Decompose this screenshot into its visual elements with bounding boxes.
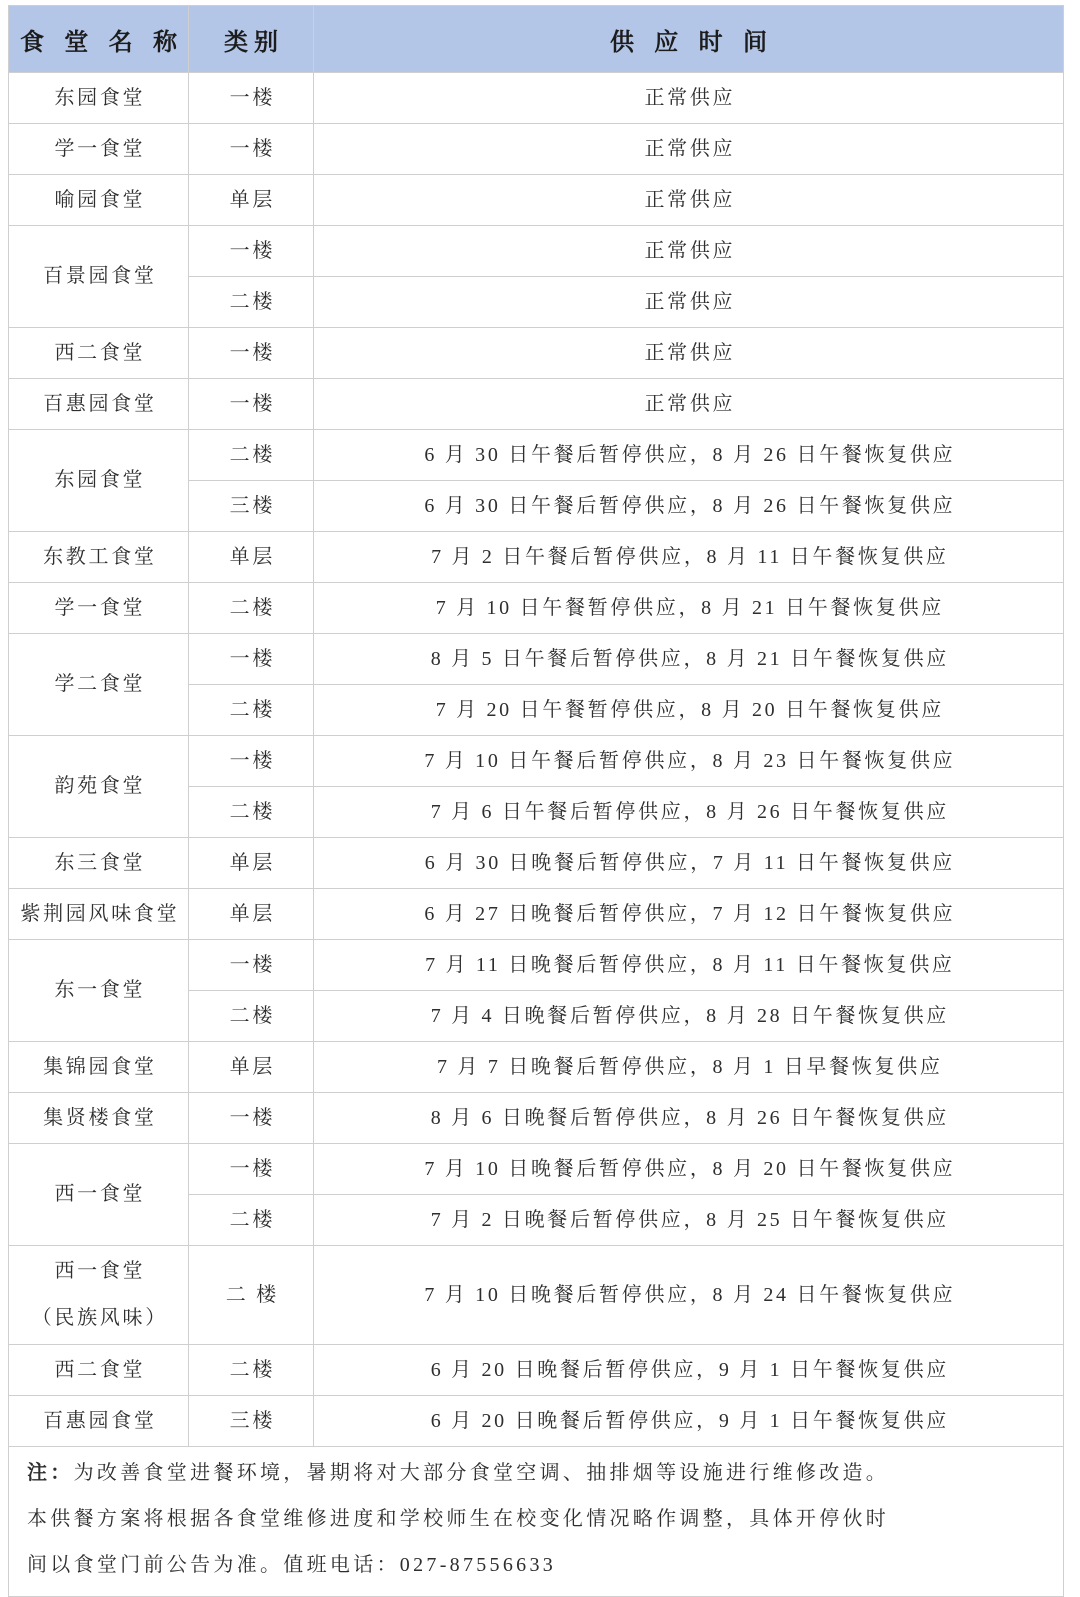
canteen-name: 集贤楼食堂 [43,1106,157,1129]
canteen-name-cell [9,583,189,634]
floor-cell: 二楼 [189,991,314,1042]
supply-time-cell: 6 月 20 日晚餐后暂停供应，9 月 1 日午餐恢复供应 [314,1345,1064,1396]
supply-time-cell: 正常供应 [314,328,1064,379]
canteen-name: 学一食堂 [54,596,146,619]
note-text-1: 为改善食堂进餐环境，暑期将对大部分食堂空调、抽排烟等设施进行维修改造。 [73,1462,890,1484]
table-row [9,634,1064,685]
table-row [9,889,1064,940]
canteen-name-cell [9,328,189,379]
canteen-name: 百惠园食堂 [43,1409,157,1432]
table-row [9,838,1064,889]
supply-time-cell: 7 月 11 日晚餐后暂停供应，8 月 11 日午餐恢复供应 [314,940,1064,991]
note-line-3: 间以食堂门前公告为准。值班电话：027-87556633 [27,1554,557,1576]
table-row [9,124,1064,175]
table-row [9,1042,1064,1093]
canteen-name: 东园食堂 [54,469,146,491]
canteen-name-cell [9,1093,189,1144]
note-row [9,1447,1064,1597]
floor-cell: 一楼 [189,736,314,787]
canteen-name: 韵苑食堂 [54,775,146,797]
canteen-name-cell [9,532,189,583]
supply-time-cell: 6 月 30 日午餐后暂停供应，8 月 26 日午餐恢复供应 [314,430,1064,481]
header-canteen-name: 食 堂 名 称 [9,6,189,73]
supply-time-cell: 7 月 7 日晚餐后暂停供应，8 月 1 日早餐恢复供应 [314,1042,1064,1093]
table-row [9,328,1064,379]
canteen-name-cell [9,226,189,328]
floor-cell: 二楼 [189,277,314,328]
floor-cell: 一楼 [189,1144,314,1195]
supply-time-cell: 6 月 30 日午餐后暂停供应，8 月 26 日午餐恢复供应 [314,481,1064,532]
canteen-name: 学二食堂 [54,673,146,695]
floor-cell: 二 楼 [189,1246,314,1345]
header-row [9,6,1064,73]
canteen-name-cell [9,1345,189,1396]
floor-cell: 二楼 [189,685,314,736]
supply-time-cell: 正常供应 [314,379,1064,430]
table-row [9,532,1064,583]
canteen-name-cell [9,889,189,940]
floor-cell: 一楼 [189,634,314,685]
floor-cell: 单层 [189,1042,314,1093]
canteen-name: （民族风味） [31,1307,168,1329]
supply-time-cell: 7 月 20 日午餐暂停供应，8 月 20 日午餐恢复供应 [314,685,1064,736]
canteen-name-cell [9,736,189,838]
floor-cell: 一楼 [189,379,314,430]
canteen-name-cell [9,940,189,1042]
supply-time-cell: 8 月 6 日晚餐后暂停供应，8 月 26 日午餐恢复供应 [314,1093,1064,1144]
floor-cell: 单层 [189,889,314,940]
canteen-name-cell [9,1246,189,1345]
supply-time-cell: 7 月 2 日午餐后暂停供应，8 月 11 日午餐恢复供应 [314,532,1064,583]
floor-cell: 一楼 [189,226,314,277]
floor-cell: 二楼 [189,1195,314,1246]
supply-time-cell: 7 月 10 日晚餐后暂停供应，8 月 24 日午餐恢复供应 [314,1246,1064,1345]
supply-time-cell: 7 月 6 日午餐后暂停供应，8 月 26 日午餐恢复供应 [314,787,1064,838]
table-row [9,175,1064,226]
canteen-name-cell [9,124,189,175]
floor-cell: 二楼 [189,787,314,838]
canteen-name: 东一食堂 [54,979,146,1001]
table-row [9,430,1064,481]
table-row [9,1396,1064,1447]
floor-cell: 一楼 [189,73,314,124]
supply-time-cell: 正常供应 [314,73,1064,124]
header-supply-time: 供 应 时 间 [314,6,1064,73]
note-cell [9,1447,1064,1597]
canteen-name: 集锦园食堂 [43,1055,157,1078]
canteen-name-cell [9,73,189,124]
canteen-name-cell [9,1396,189,1447]
supply-time-cell: 6 月 20 日晚餐后暂停供应，9 月 1 日午餐恢复供应 [314,1396,1064,1447]
supply-time-cell: 6 月 27 日晚餐后暂停供应，7 月 12 日午餐恢复供应 [314,889,1064,940]
table-row [9,379,1064,430]
supply-time-cell: 8 月 5 日午餐后暂停供应，8 月 21 日午餐恢复供应 [314,634,1064,685]
canteen-name: 喻园食堂 [54,188,146,211]
canteen-name-cell [9,379,189,430]
table-row [9,1093,1064,1144]
canteen-name-cell [9,1042,189,1093]
floor-cell: 一楼 [189,124,314,175]
floor-cell: 单层 [189,175,314,226]
table-row [9,736,1064,787]
canteen-schedule-table [8,5,1064,1597]
supply-time-cell: 7 月 4 日晚餐后暂停供应，8 月 28 日午餐恢复供应 [314,991,1064,1042]
note-line-1 [27,1450,1063,1496]
supply-time-cell: 6 月 30 日晚餐后暂停供应，7 月 11 日午餐恢复供应 [314,838,1064,889]
table-row [9,226,1064,277]
floor-cell: 三楼 [189,1396,314,1447]
note-line-2: 本供餐方案将根据各食堂维修进度和学校师生在校变化情况略作调整，具体开停伙时 [27,1508,890,1530]
floor-cell: 一楼 [189,940,314,991]
supply-time-cell: 7 月 10 日晚餐后暂停供应，8 月 20 日午餐恢复供应 [314,1144,1064,1195]
floor-cell: 一楼 [189,1093,314,1144]
canteen-name: 西一食堂 [54,1183,146,1205]
note-label: 注： [27,1462,74,1484]
table-row [9,1345,1064,1396]
table-row [9,73,1064,124]
supply-time-cell: 7 月 2 日晚餐后暂停供应，8 月 25 日午餐恢复供应 [314,1195,1064,1246]
table-row [9,583,1064,634]
supply-time-cell: 7 月 10 日午餐后暂停供应，8 月 23 日午餐恢复供应 [314,736,1064,787]
header-category: 类别 [189,6,314,73]
canteen-name: 西二食堂 [54,341,146,364]
canteen-name: 西一食堂 [54,1260,146,1282]
supply-time-cell: 正常供应 [314,124,1064,175]
supply-time-cell: 7 月 10 日午餐暂停供应，8 月 21 日午餐恢复供应 [314,583,1064,634]
supply-time-cell: 正常供应 [314,175,1064,226]
canteen-name: 西二食堂 [54,1358,146,1381]
floor-cell: 二楼 [189,1345,314,1396]
floor-cell: 二楼 [189,430,314,481]
canteen-name-cell [9,1144,189,1246]
canteen-name-cell [9,634,189,736]
canteen-name-cell [9,430,189,532]
canteen-name-cell [9,175,189,226]
canteen-name: 紫荆园风味食堂 [20,902,180,925]
table-row [9,1144,1064,1195]
table-footer [9,1447,1064,1597]
supply-time-cell: 正常供应 [314,226,1064,277]
canteen-name: 东园食堂 [54,86,146,109]
table-header [9,6,1064,73]
canteen-name: 东三食堂 [54,851,146,874]
table-body [9,73,1064,1447]
table-row [9,940,1064,991]
table-row [9,1246,1064,1345]
supply-time-cell: 正常供应 [314,277,1064,328]
canteen-name: 学一食堂 [54,137,146,160]
floor-cell: 单层 [189,532,314,583]
floor-cell: 三楼 [189,481,314,532]
floor-cell: 一楼 [189,328,314,379]
canteen-name-cell [9,838,189,889]
canteen-name: 百景园食堂 [43,265,157,287]
canteen-name: 百惠园食堂 [43,392,157,415]
floor-cell: 二楼 [189,583,314,634]
floor-cell: 单层 [189,838,314,889]
canteen-name: 东教工食堂 [43,545,157,568]
